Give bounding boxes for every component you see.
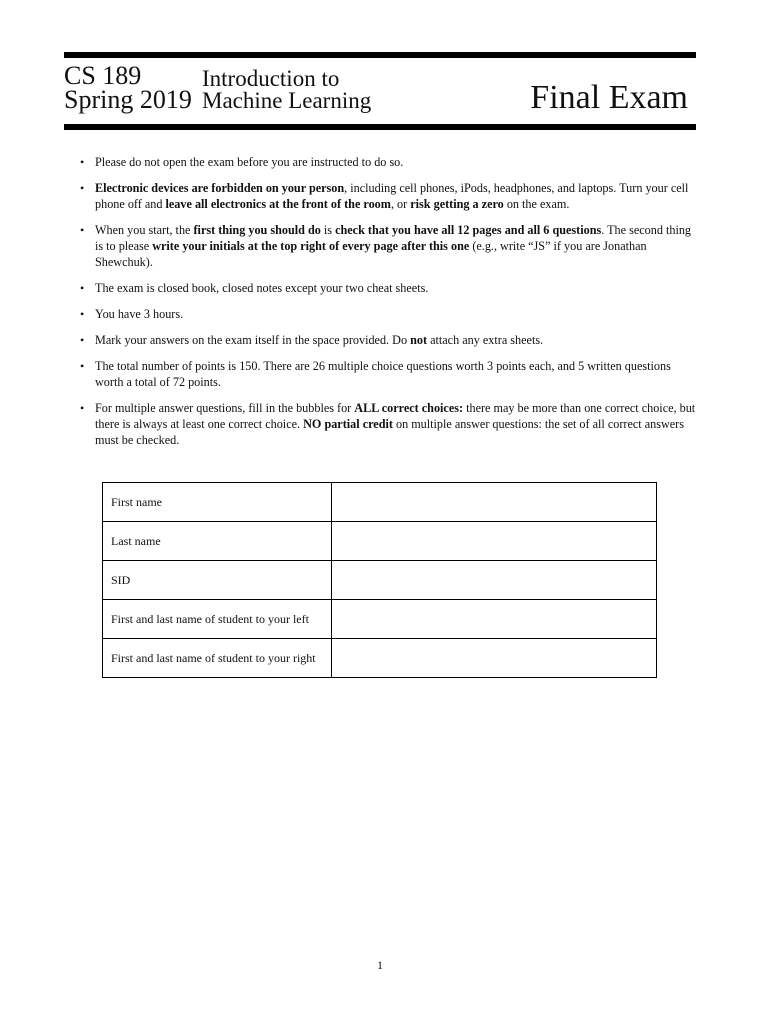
exam-title: Final Exam bbox=[530, 79, 688, 116]
table-row bbox=[103, 639, 657, 678]
course-term: Spring 2019 bbox=[64, 85, 192, 114]
header-rule-bottom bbox=[64, 124, 696, 130]
student-info-table bbox=[102, 482, 657, 678]
course-title bbox=[202, 68, 371, 112]
course-title-line-2: Machine Learning bbox=[202, 88, 372, 113]
right-student-field[interactable] bbox=[332, 639, 657, 678]
instructions-list bbox=[80, 154, 696, 458]
instruction-item: • For multiple answer questions, fill in the bubbles for ALL correct choices: there may be more than one correct choice, but there is always at least one correct choice. NO partial credit on multiple answer questions: the set of all correct answers must be checked. bbox=[80, 400, 696, 448]
left-student-label: First and last name of student to your left bbox=[103, 600, 332, 639]
left-student-field[interactable] bbox=[332, 600, 657, 639]
instruction-item: • When you start, the first thing you should do is check that you have all 12 pages and all 6 questions. The second thing is to please write your initials at the top right of every page after this one (e.g., write “JS” if you are Jonathan Shewchuk). bbox=[80, 222, 696, 270]
instruction-item: • Mark your answers on the exam itself in the space provided. Do not attach any extra sheets. bbox=[80, 332, 696, 348]
course-code: CS 189 bbox=[64, 61, 142, 90]
first-name-field[interactable] bbox=[332, 483, 657, 522]
right-student-label: First and last name of student to your right bbox=[103, 639, 332, 678]
instruction-item: • The exam is closed book, closed notes except your two cheat sheets. bbox=[80, 280, 696, 296]
last-name-label: Last name bbox=[103, 522, 332, 561]
instruction-item: • Please do not open the exam before you are instructed to do so. bbox=[80, 154, 696, 170]
first-name-label: First name bbox=[103, 483, 332, 522]
table-row bbox=[103, 561, 657, 600]
sid-label: SID bbox=[103, 561, 332, 600]
last-name-field[interactable] bbox=[332, 522, 657, 561]
page-number: 1 bbox=[377, 958, 383, 972]
table-row bbox=[103, 522, 657, 561]
course-info bbox=[64, 61, 192, 114]
header-rule-top bbox=[64, 52, 696, 58]
instruction-item: • You have 3 hours. bbox=[80, 306, 696, 322]
instruction-item: • Electronic devices are forbidden on your person, including cell phones, iPods, headphones, and laptops. Turn your cell phone off and leave all electronics at the front of the room, or risk getting a zero on the exam. bbox=[80, 180, 696, 212]
table-row bbox=[103, 483, 657, 522]
sid-field[interactable] bbox=[332, 561, 657, 600]
course-title-line-1: Introduction to bbox=[202, 66, 340, 91]
instruction-item: • The total number of points is 150. There are 26 multiple choice questions worth 3 points each, and 5 written questions worth a total of 72 points. bbox=[80, 358, 696, 390]
table-row bbox=[103, 600, 657, 639]
